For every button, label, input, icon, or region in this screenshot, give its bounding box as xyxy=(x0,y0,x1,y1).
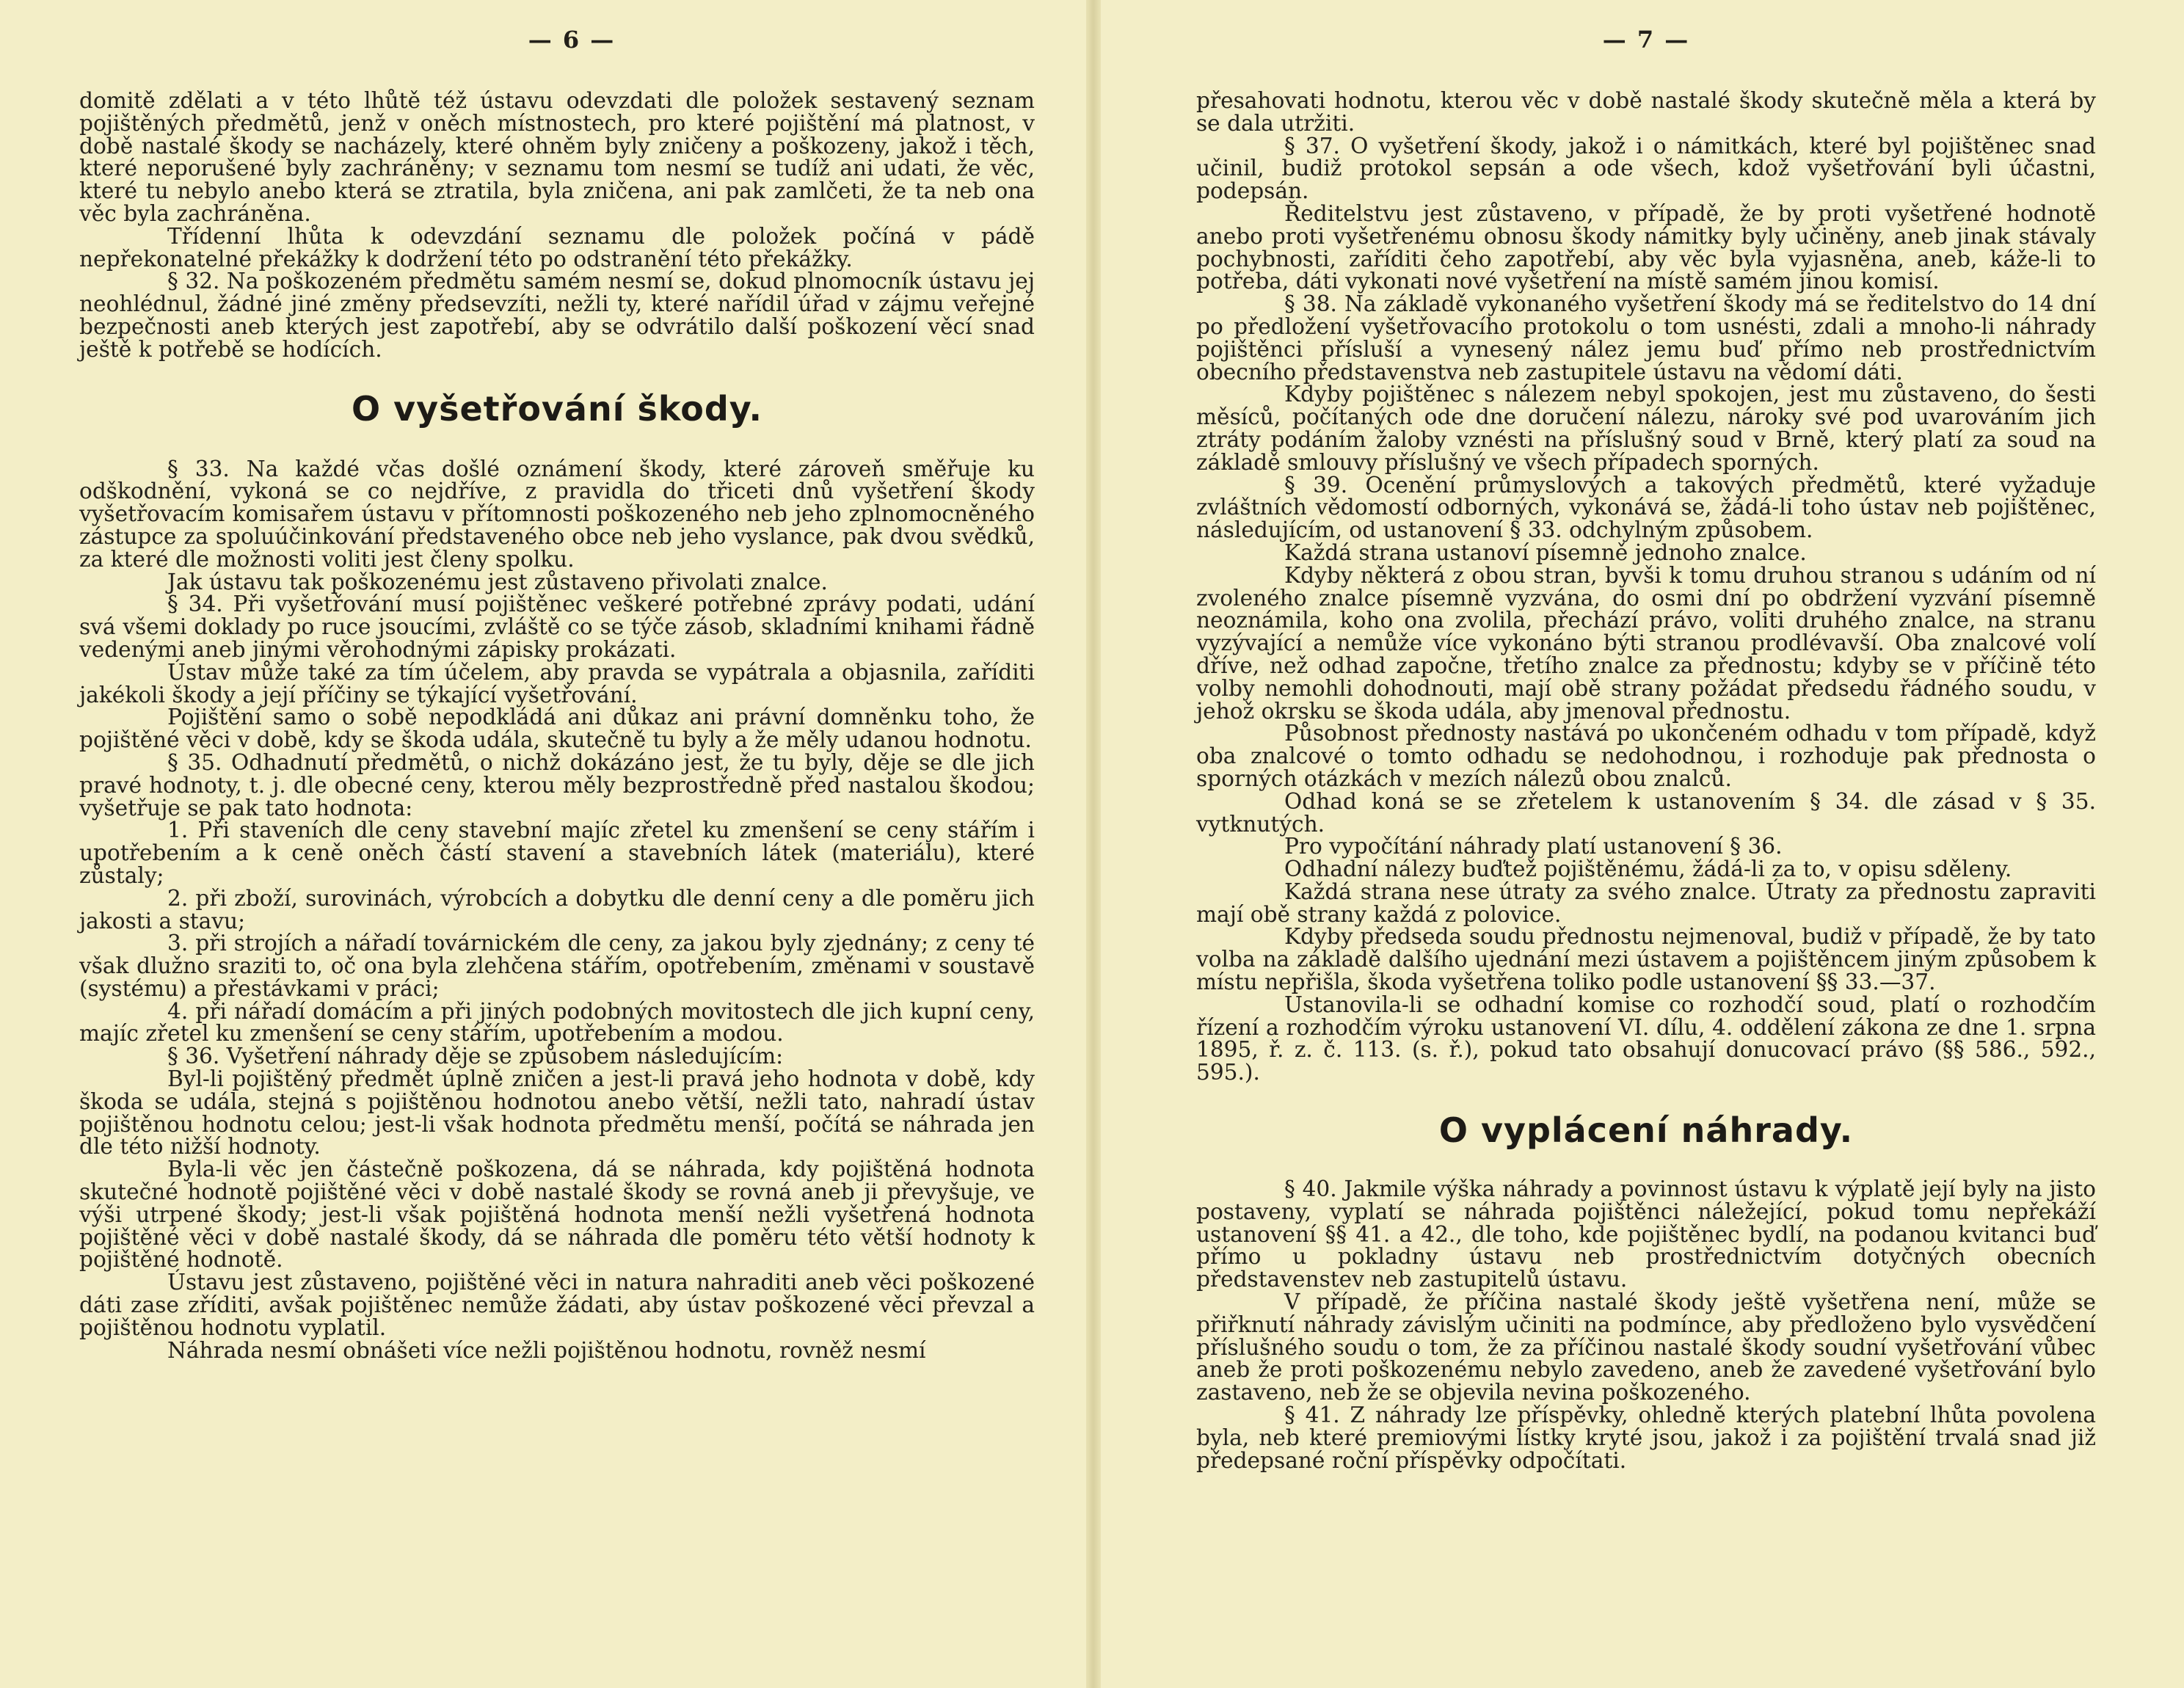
book-gutter xyxy=(1086,0,1101,1688)
paragraph: Ústav může také za tím účelem, aby pravda se vypátrala a objasnila, zaříditi jakékoli škody a její příčiny se týkající vyšetřování. xyxy=(79,659,1035,707)
paragraph: Kdyby některá z obou stran, byvši k tomu druhou stranou s udáním od ní zvoleného znalce písemně vyzvána, do osmi dní po obdržení vyzvání písemně neoznámila, koho ona zvolila, přechází právo, voliti druhého znalce, na stranu vyzývající a nemůže více vykonáno býti stranou prodlévavší. Oba znalcové volí dříve, než odhad započne, třetího znalce za přednostu; kdyby se v příčině této volby nemohli dohodnouti, mají obě strany požádat předsedu řádného soudu, v jehož okrsku se škoda udála, aby jmenoval přednostu. xyxy=(1196,562,2096,724)
paragraph: Byl-li pojištěný předmět úplně zničen a jest-li pravá jeho hodnota v době, kdy škoda se udála, stejná s pojištěnou hodnotou anebo větší, nežli tato, nahradí ústav pojištěnou hodnotu celou; jest-li však hodnota předmětu menší, počítá se náhrada jen dle této nižší hodnoty. xyxy=(79,1066,1035,1160)
paragraph: § 37. O vyšetření škody, jakož i o námitkách, které byl pojištěnec snad učinil, budiž protokol sepsán a ode všech, kdož vyšetřování byli účastni, podepsán. xyxy=(1196,133,2096,204)
section-heading: O vyplácení náhrady. xyxy=(1438,1110,1854,1151)
paragraph: Třídenní lhůta k odevzdání seznamu dle položek počíná v pádě nepřekonatelné překážky k dodržení této po odstranění této překážky. xyxy=(79,223,1035,272)
paragraph: Ředitelstvu jest zůstaveno, v případě, že by proti vyšetřené hodnotě anebo proti vyšetřenému obnosu škody námitky byly učiněny, aneb jinak stávaly pochybnosti, zaříditi čeho zapotřebí, aby věc byla vyjasněna, aneb, káže-li to potřeba, dáti vykonati nové vyšetření na místě samém jinou komisí. xyxy=(1196,200,2096,294)
paragraph: § 40. Jakmile výška náhrady a povinnost ústavu k výplatě její byly na jisto postaveny, vyplatí se náhrada pojištěnci náležející, pokud tomu nepřekáží ustanovení §§ 41. a 42., dle toho, kde pojištěnec bydlí, na podanou kvitanci buď přímo u pokladny ústavu neb prostřednictvím dotyčných obecních představenstev neb zastupitelů ústavu. xyxy=(1196,1176,2096,1292)
list-item: 1. Při staveních dle ceny stavební majíc zřetel ku zmenšení se ceny stářím i upotřebením a k ceně oněch částí stavení a stavebních látek (materiálu), které zůstaly; xyxy=(79,818,1035,888)
paragraph: Ústavu jest zůstaveno, pojištěné věci in natura nahraditi aneb věci poškozené dáti zase zříditi, avšak pojištěnec nemůže žádati, aby ústav poškozené věci převzal a pojištěnou hodnotu vyplatil. xyxy=(79,1270,1035,1340)
paragraph: § 35. Odhadnutí předmětů, o nichž dokázáno jest, že tu byly, děje se dle jich pravé hodnoty, t. j. dle obecné ceny, kterou měly bezprostředně před nastalou škodou; vyšetřuje se pak tato hodnota: xyxy=(79,749,1035,821)
page-number: — 7 — xyxy=(1602,26,1690,54)
paragraph: Působnost přednosty nastává po ukončeném odhadu v tom případě, když oba znalcové o tomto odhadu se nedohodnou, i rozhoduje pak přednosta o sporných otázkách v mezích nálezů obou znalců. xyxy=(1196,721,2096,791)
paragraph: Jak ústavu tak poškozenému jest zůstaveno přivolati znalce. xyxy=(167,569,828,594)
paragraph: V případě, že příčina nastalé škody ještě vyšetřena není, může se přiřknutí náhrady závislým učiniti na podmínce, aby předloženo bylo vysvědčení příslušného soudu o tom, že za příčinou nastalé škody soudní vyšetřování vůbec aneb že proti poškozenému nebylo zavedeno, aneb že zavedené vyšetřování bylo zastaveno, neb že se objevila nevina poškozeného. xyxy=(1196,1289,2096,1405)
paragraph: § 39. Ocenění průmyslových a takových předmětů, které vyžaduje zvláštních vědomostí odborných, vykonává se, žádá-li toho ústav neb pojištěnec, následujícím, od ustanovení § 33. odchylným způsobem. xyxy=(1196,472,2096,543)
left-page xyxy=(0,0,1086,1688)
paragraph: § 33. Na každé včas došlé oznámení škody, které zároveň směřuje ku odškodnění, vykoná se co nejdříve, z pravidla do třiceti dnů vyšetření škody vyšetřovacím komisařem ústavu v přítomnosti poškozeného neb jeho zplnomocněného zástupce za spoluúčinkování představeného obce neb jeho vyslance, pak dvou svědků, za které dle možnosti voliti jest členy spolku. xyxy=(79,456,1035,572)
page-number: — 6 — xyxy=(528,26,616,54)
paragraph: Každá strana nese útraty za svého znalce. Útraty za přednostu zapraviti mají obě strany každá z polovice. xyxy=(1196,878,2096,927)
list-item: 4. při nářadí domácím a při jiných podobných movitostech dle jich kupní ceny, majíc zřetel ku zmenšení se ceny stářím, upotřebením a modou. xyxy=(79,998,1035,1047)
paragraph: Ustanovila-li se odhadní komise co rozhodčí soud, platí o rozhodčím řízení a rozhodčím výroku ustanovení VI. dílu, 4. oddělení zákona ze dne 1. srpna 1895, ř. z. č. 113. (s. ř.), pokud tato obsahují donucovací právo (§§ 586., 592., 595.). xyxy=(1196,992,2096,1085)
paragraph: Byla-li věc jen částečně poškozena, dá se náhrada, kdy pojištěná hodnota skutečné hodnotě pojištěné věci v době nastalé škody se rovná aneb ji převyšuje, ve výši utrpené škody; jest-li však pojištěná hodnota menší nežli vyšetřená hodnota pojištěné věci v době nastalé škody, dá se náhrada dle poměru této větší hodnoty k pojištěné hodnotě. xyxy=(79,1157,1035,1273)
paragraph: Kdyby pojištěnec s nálezem nebyl spokojen, jest mu zůstaveno, do šesti měsíců, počítaných ode dne doručení nálezu, nároky své pod uvarováním jich ztráty podáním žaloby vznésti na příslušný soud v Brně, který platí za soud na základě smlouvy příslušný ve všech případech sporných. xyxy=(1196,382,2096,475)
paragraph: § 36. Vyšetření náhrady děje se způsobem následujícím: xyxy=(167,1044,784,1069)
paragraph: § 34. Při vyšetřování musí pojištěnec veškeré potřebné zprávy podati, udání svá všemi doklady po ruce jsoucími, zvláště co se týče zásob, skladními knihami řádně vedenými aneb jinými věrohodnými zápisky prokázati. xyxy=(79,592,1035,662)
paragraph: Náhrada nesmí obnášeti více nežli pojištěnou hodnotu, rovněž nesmí xyxy=(167,1337,926,1363)
paragraph: Kdyby předseda soudu přednostu nejmenoval, budiž v případě, že by tato volba na základě dalšího ujednání mezi ústavem a pojištěncem jiným způsobem k místu nepřišla, škoda vyšetřena toliko podle ustanovení §§ 33.—37. xyxy=(1196,924,2096,995)
paragraph: přesahovati hodnotu, kterou věc v době nastalé škody skutečně měla a která by se dala utržiti. xyxy=(1196,88,2096,136)
paragraph: § 32. Na poškozeném předmětu samém nesmí se, dokud plnomocník ústavu jej neohlédnul, žádné jiné změny předsevzíti, nežli ty, které nařídil úřad v zájmu veřejné bezpečnosti aneb kterých jest zapotřebí, aby se odvrátilo další poškození věcí snad ještě k potřebě se hodících. xyxy=(79,269,1035,362)
paragraph: Každá strana ustanoví písemně jednoho znalce. xyxy=(1284,539,1807,565)
paragraph: § 38. Na základě vykonaného vyšetření škody má se ředitelstvo do 14 dní po předložení vyšetřovacího protokolu o tom usnésti, zdali a mnoho-li náhrady pojištěnci přísluší a vynesený nález jemu buď přímo neb prostřednictvím obecního představenstva neb zastupitele ústavu na vědomí dáti. xyxy=(1196,291,2096,385)
paragraph: Pro vypočítání náhrady platí ustanovení § 36. xyxy=(1284,834,1783,859)
right-page xyxy=(1101,0,2184,1688)
list-item: 2. při zboží, surovinách, výrobcích a dobytku dle denní ceny a dle poměru jich jakosti a stavu; xyxy=(79,885,1035,934)
paragraph: domitě zdělati a v této lhůtě též ústavu odevzdati dle položek sestavený seznam pojištěných předmětů, jenž v oněch místnostech, pro které pojištění má platnost, v době nastalé škody se nacházely, které ohněm byly zničeny a poškozeny, jakož i těch, které neporušené byly zachráněny; v seznamu tom nesmí se tudíž ani udati, že věc, které tu nebylo anebo která se ztratila, byla zničena, ani pak zamlčeti, že ta neb ona věc byla zachráněna. xyxy=(79,88,1035,226)
paragraph: § 41. Z náhrady lze příspěvky, ohledně kterých platební lhůta povolena byla, neb které premiovými lístky kryté jsou, jakož i za pojištění trvalá snad již předepsané roční příspěvky odpočítati. xyxy=(1196,1403,2096,1473)
paragraph: Odhad koná se se zřetelem k ustanovením § 34. dle zásad v § 35. vytknutých. xyxy=(1196,788,2096,837)
paragraph: Pojištění samo o sobě nepodkládá ani důkaz ani právní domněnku toho, že pojištěné věci v době, kdy se škoda udála, skutečně tu byly a že měly udanou hodnotu. xyxy=(79,705,1035,753)
list-item: 3. při strojích a nářadí továrnickém dle ceny, za jakou byly zjednány; z ceny té však dlužno sraziti to, oč ona byla zlehčena stářím, opotřebením, změnami v soustavě (systému) a přestávkami v práci; xyxy=(79,931,1035,1001)
section-heading: O vyšetřování škody. xyxy=(351,388,762,429)
paragraph: Odhadní nálezy buďtež pojištěnému, žádá-li za to, v opisu sděleny. xyxy=(1284,856,2012,882)
